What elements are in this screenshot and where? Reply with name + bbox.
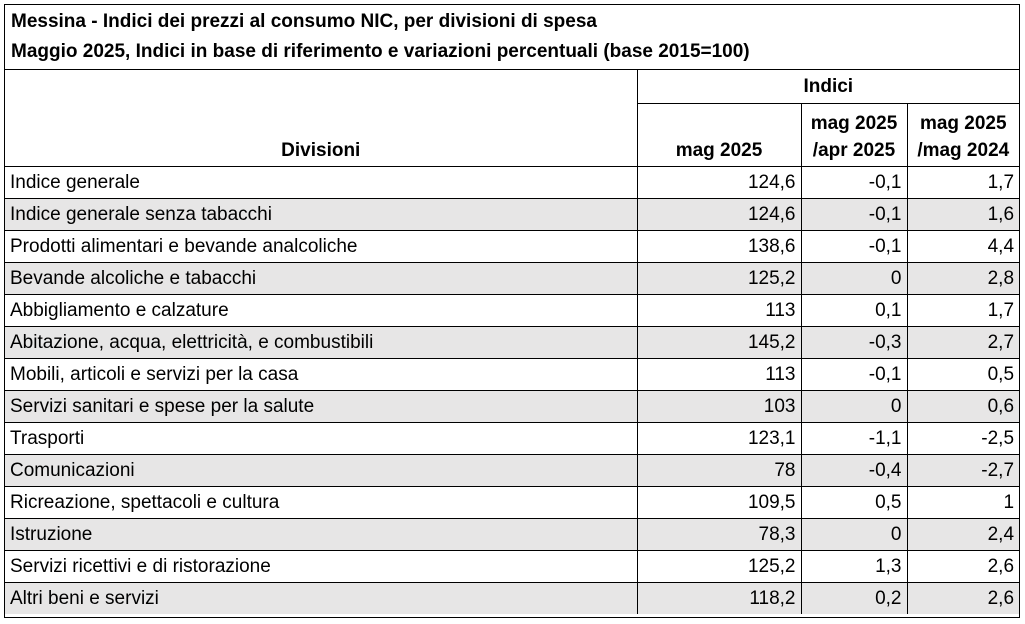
index-value: 103: [637, 391, 801, 423]
division-label: Mobili, articoli e servizi per la casa: [5, 359, 637, 391]
table-body: [5, 167, 1019, 615]
var-year-value: 4,4: [907, 231, 1019, 263]
price-index-table-sheet: [4, 4, 1020, 618]
index-value: 124,6: [637, 167, 801, 199]
table-row: [5, 263, 1019, 295]
var-month-value: -0,1: [801, 167, 907, 199]
header-var-year-line2: /mag 2024: [917, 140, 1010, 161]
var-year-value: 0,6: [907, 391, 1019, 423]
table-row: [5, 359, 1019, 391]
var-month-value: -0,4: [801, 455, 907, 487]
division-label: Abbigliamento e calzature: [5, 295, 637, 327]
header-indici: Indici: [637, 70, 1019, 104]
table-row: [5, 583, 1019, 615]
division-label: Bevande alcoliche e tabacchi: [5, 263, 637, 295]
table-row: [5, 327, 1019, 359]
division-label: Altri beni e servizi: [5, 583, 637, 615]
table-row: [5, 551, 1019, 583]
index-value: 109,5: [637, 487, 801, 519]
table-row: [5, 295, 1019, 327]
division-label: Ricreazione, spettacoli e cultura: [5, 487, 637, 519]
index-value: 138,6: [637, 231, 801, 263]
var-month-value: -0,1: [801, 231, 907, 263]
header-var-month-line2: /apr 2025: [812, 140, 896, 161]
var-month-value: 0: [801, 519, 907, 551]
division-label: Servizi ricettivi e di ristorazione: [5, 551, 637, 583]
division-label: Indice generale senza tabacchi: [5, 199, 637, 231]
table-row: [5, 167, 1019, 199]
division-label: Indice generale: [5, 167, 637, 199]
table-row: [5, 391, 1019, 423]
division-label: Comunicazioni: [5, 455, 637, 487]
table-row: [5, 199, 1019, 231]
var-year-value: 1,7: [907, 295, 1019, 327]
table-row: [5, 231, 1019, 263]
var-year-value: 2,7: [907, 327, 1019, 359]
var-month-value: -0,1: [801, 199, 907, 231]
division-label: Trasporti: [5, 423, 637, 455]
index-value: 113: [637, 295, 801, 327]
index-value: 78,3: [637, 519, 801, 551]
var-year-value: -2,7: [907, 455, 1019, 487]
header-var-month: [801, 104, 907, 167]
var-year-value: 0,5: [907, 359, 1019, 391]
table-row: [5, 487, 1019, 519]
division-label: Abitazione, acqua, elettricità, e combustibili: [5, 327, 637, 359]
index-value: 118,2: [637, 583, 801, 615]
var-month-value: 0: [801, 391, 907, 423]
table-title: Messina - Indici dei prezzi al consumo NIC, per divisioni di spesa: [11, 11, 597, 32]
table-subtitle: Maggio 2025, Indici in base di riferimento e variazioni percentuali (base 2015=100): [11, 41, 750, 62]
index-value: 123,1: [637, 423, 801, 455]
var-month-value: -0,1: [801, 359, 907, 391]
header-mag-2025: mag 2025: [637, 104, 801, 167]
header-divisioni: Divisioni: [5, 104, 637, 167]
index-value: 145,2: [637, 327, 801, 359]
division-label: Servizi sanitari e spese per la salute: [5, 391, 637, 423]
header-blank-cell: [5, 70, 637, 104]
var-month-value: 0: [801, 263, 907, 295]
index-value: 124,6: [637, 199, 801, 231]
table-row: [5, 423, 1019, 455]
var-year-value: 1,6: [907, 199, 1019, 231]
var-month-value: -1,1: [801, 423, 907, 455]
var-month-value: 0,2: [801, 583, 907, 615]
header-var-year: [907, 104, 1019, 167]
var-month-value: 0,1: [801, 295, 907, 327]
index-value: 78: [637, 455, 801, 487]
index-value: 113: [637, 359, 801, 391]
header-var-year-line1: mag 2025: [919, 113, 1007, 134]
var-month-value: 1,3: [801, 551, 907, 583]
var-year-value: 2,6: [907, 551, 1019, 583]
table-row: [5, 519, 1019, 551]
var-year-value: 1: [907, 487, 1019, 519]
var-year-value: 1,7: [907, 167, 1019, 199]
var-month-value: -0,3: [801, 327, 907, 359]
division-label: Istruzione: [5, 519, 637, 551]
table-row: [5, 455, 1019, 487]
price-index-table: [5, 69, 1019, 614]
var-year-value: 2,4: [907, 519, 1019, 551]
var-year-value: 2,6: [907, 583, 1019, 615]
var-year-value: 2,8: [907, 263, 1019, 295]
index-value: 125,2: [637, 551, 801, 583]
index-value: 125,2: [637, 263, 801, 295]
table-title-block: [5, 5, 1019, 69]
var-year-value: -2,5: [907, 423, 1019, 455]
division-label: Prodotti alimentari e bevande analcoliche: [5, 231, 637, 263]
header-var-month-line1: mag 2025: [810, 113, 898, 134]
var-month-value: 0,5: [801, 487, 907, 519]
